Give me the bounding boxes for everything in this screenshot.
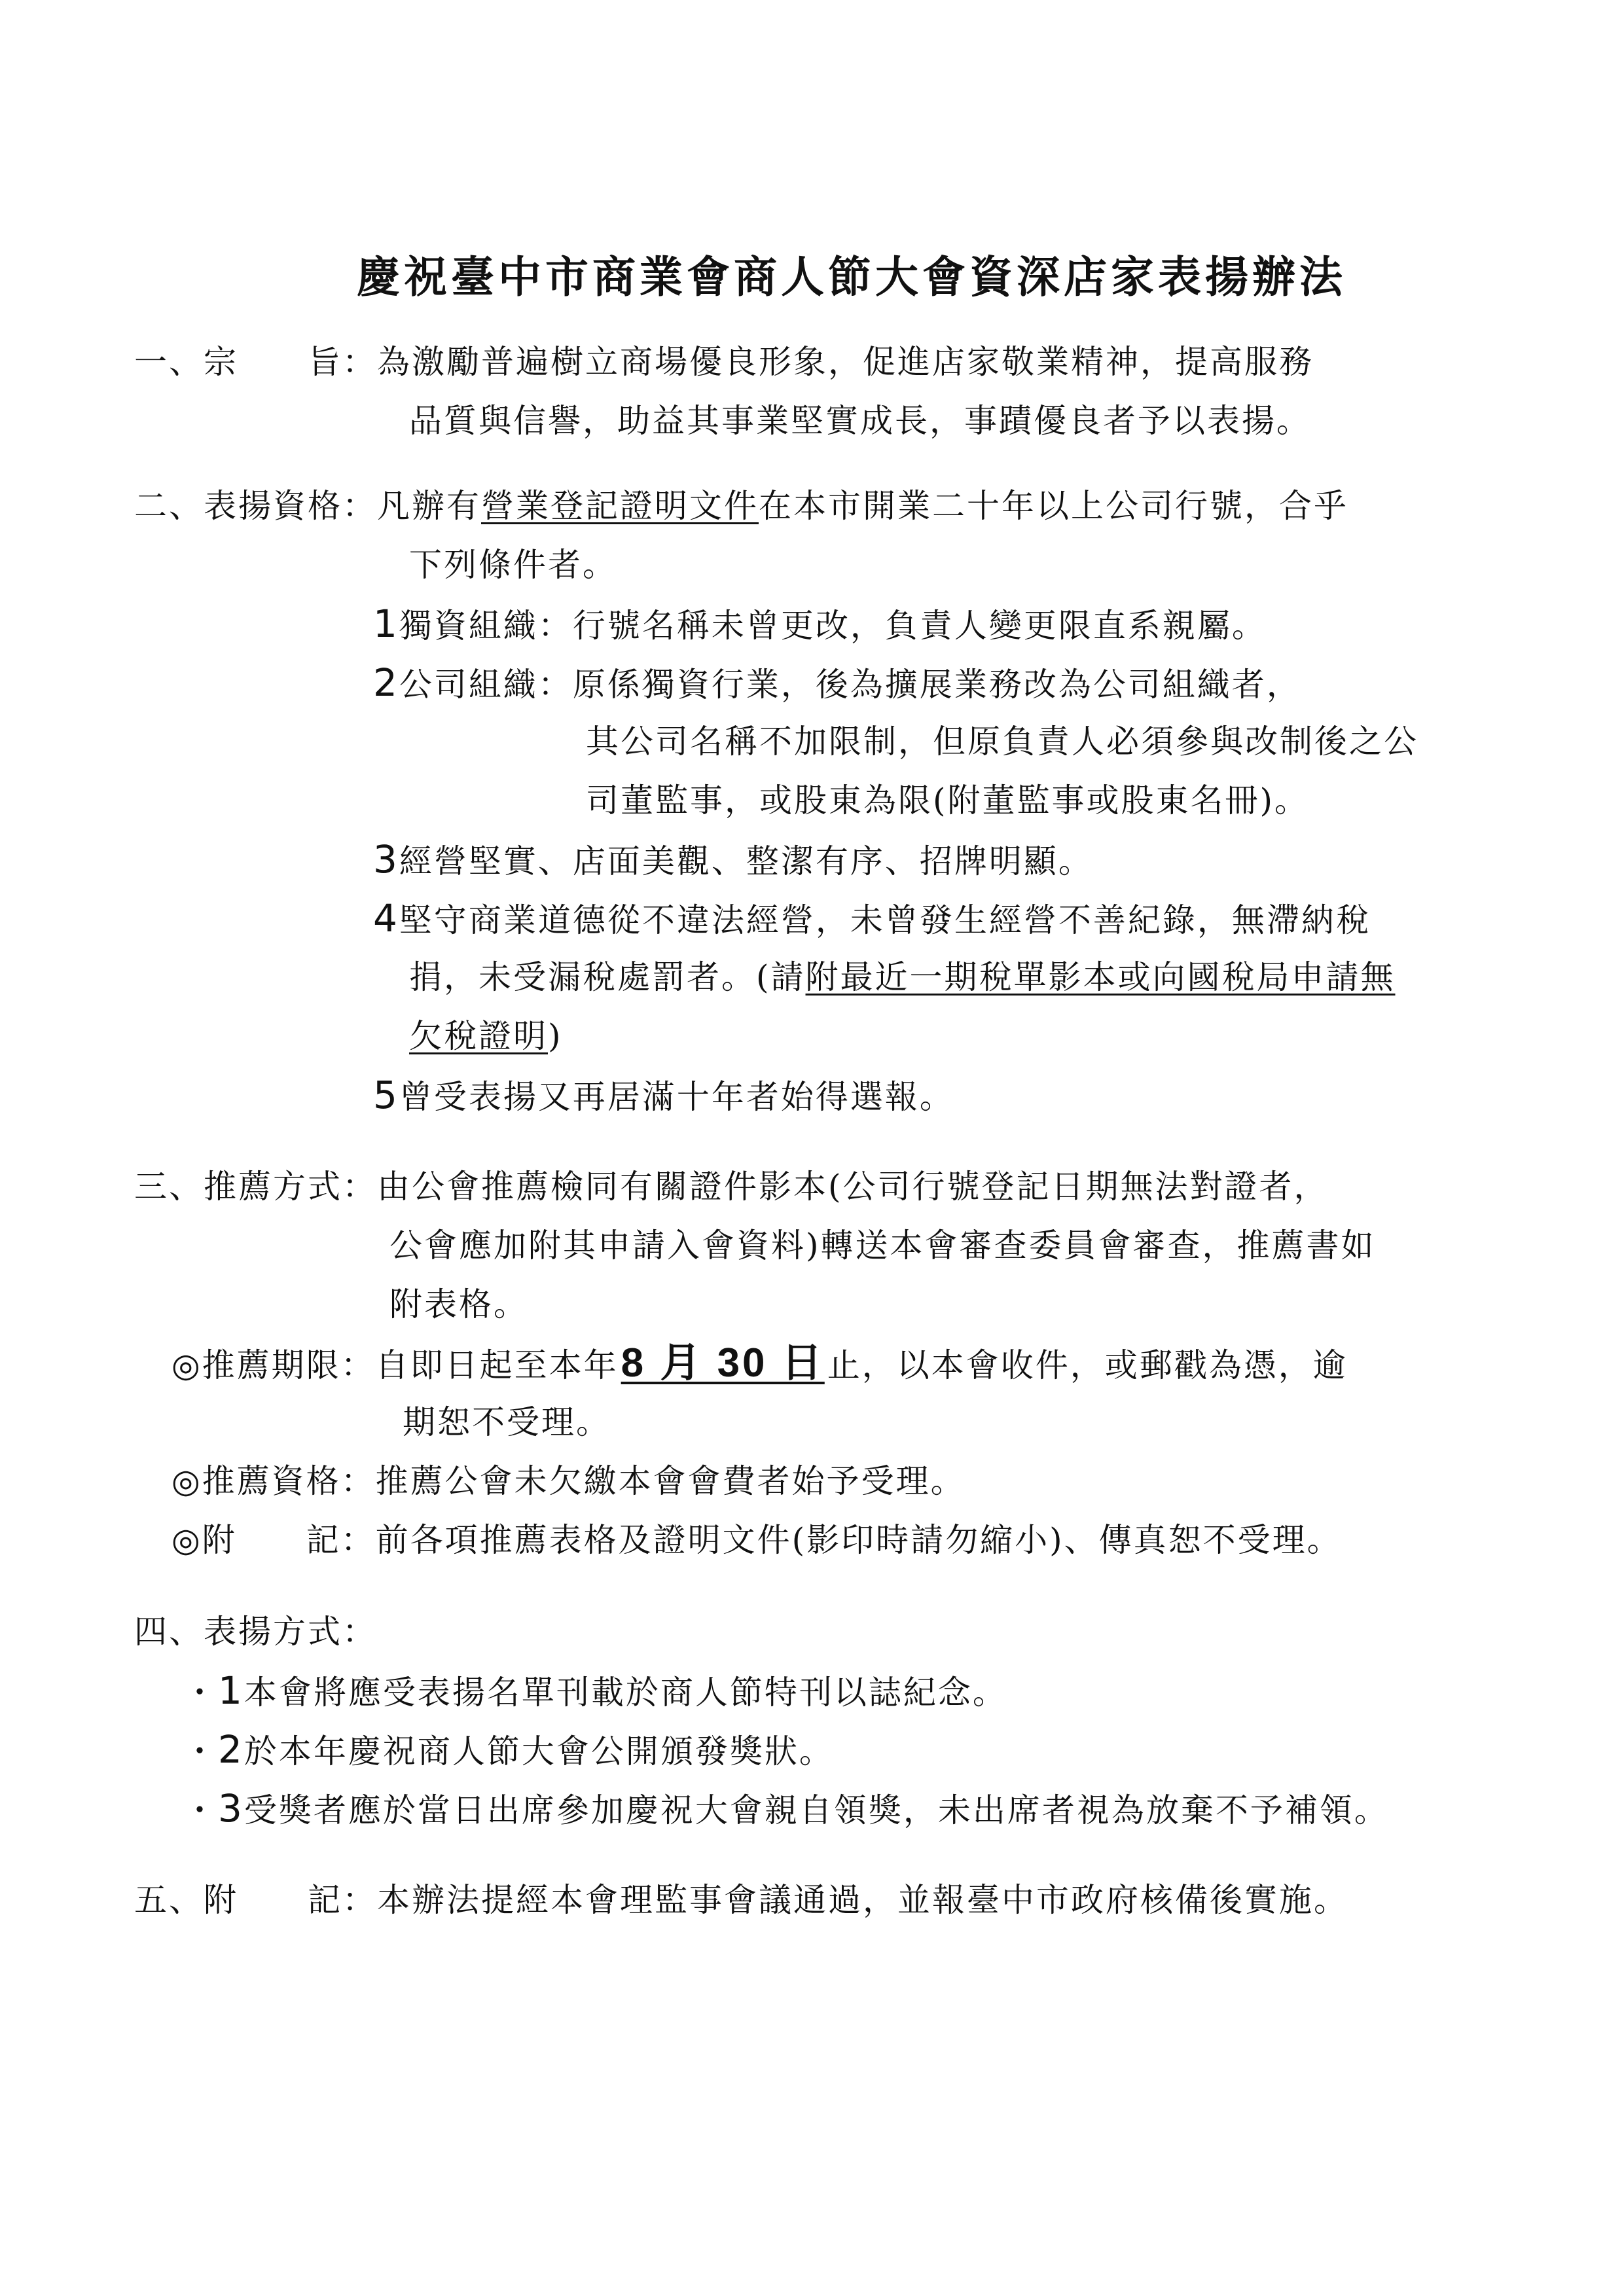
item-number: 1	[373, 601, 399, 646]
section-4-bullet-3	[183, 1785, 1389, 1833]
item-text: 捐，未受漏稅處罰者。(請	[409, 958, 806, 996]
item-number: 4	[373, 896, 399, 941]
section-2-item-2-cont-2: 司董監事，或股東為限(附董監事或股東名冊)。	[586, 781, 1310, 819]
item-text: 公司組織：原係獨資行業，後為擴展業務改為公司組織者，	[399, 666, 1301, 704]
deadline-text-post: 止，以本會收件，或郵戳為憑，逾	[827, 1346, 1348, 1384]
deadline-line	[171, 1340, 1348, 1388]
qualification-text: 推薦公會未欠繳本會會費者始予受理。	[375, 1462, 965, 1500]
section-5-line	[134, 1877, 1348, 1923]
bullet-number: 3	[218, 1786, 244, 1831]
item-number: 3	[373, 837, 399, 882]
deadline-cont: 期恕不受理。	[403, 1403, 611, 1441]
item-text: 曾受表揚又再居滿十年者始得選報。	[399, 1078, 954, 1116]
bullet-text: 本會將應受表揚名單刊載於商人節特刊以誌紀念。	[244, 1674, 1007, 1712]
section-2-label: 二、表揚資格：	[134, 487, 377, 525]
item-number: 5	[373, 1073, 399, 1117]
section-2-underlined-doc: 營業登記證明文件	[481, 487, 759, 525]
deadline-text-pre: 自即日起至本年	[375, 1346, 619, 1384]
bullet-text: 受獎者應於當日出席參加慶祝大會親自領獎，未出席者視為放棄不予補領。	[244, 1791, 1389, 1829]
section-1-line-1	[134, 339, 1314, 385]
section-4-label: 四、表揚方式：	[134, 1613, 377, 1651]
section-5-label: 五、附 記：	[134, 1881, 377, 1919]
deadline-label: ◎推薦期限：	[171, 1346, 376, 1384]
note-text: 前各項推薦表格及證明文件(影印時請勿縮小)、傳真恕不受理。	[375, 1521, 1342, 1559]
item-number: 2	[373, 660, 399, 705]
section-3-line-1	[134, 1164, 1329, 1210]
item-text: 堅守商業道德從不違法經營，未曾發生經營不善紀錄，無滯納稅	[399, 901, 1371, 939]
section-5-text: 本辦法提經本會理監事會議通過，並報臺中市政府核備後實施。	[377, 1881, 1348, 1919]
section-3-line-2: 公會應加附其申請入會資料)轉送本會審查委員會審查，推薦書如	[389, 1227, 1376, 1265]
bullet-number: 2	[218, 1727, 244, 1772]
section-2-line-2: 下列條件者。	[409, 546, 617, 584]
item-text: 獨資組織：行號名稱未曾更改，負責人變更限直系親屬。	[399, 607, 1267, 645]
section-2-item-3	[373, 836, 1093, 884]
section-2-item-4	[373, 895, 1371, 943]
qualification-label: ◎推薦資格：	[171, 1462, 376, 1500]
section-1-text-1: 為激勵普遍樹立商場優良形象，促進店家敬業精神，提高服務	[377, 343, 1314, 381]
section-2-item-2	[373, 660, 1301, 708]
bullet-mark: ・	[183, 1791, 218, 1829]
section-2-line-1	[134, 483, 1348, 529]
deadline-date: 8 月 30 日	[621, 1340, 825, 1386]
section-2-item-2-cont-1: 其公司名稱不加限制，但原負責人必須參與改制後之公	[586, 723, 1418, 761]
section-1-line-2: 品質與信譽，助益其事業堅實成長，事蹟優良者予以表揚。	[409, 402, 1311, 440]
bullet-mark: ・	[183, 1674, 218, 1712]
item-underlined-text: 附最近一期稅單影本或向國稅局申請無	[805, 958, 1396, 996]
page-title: 慶祝臺中市商業會商人節大會資深店家表揚辦法	[357, 251, 1346, 302]
bullet-number: 1	[218, 1668, 244, 1713]
section-3-text-1: 由公會推薦檢同有關證件影本(公司行號登記日期無法對證者，	[377, 1168, 1329, 1206]
section-2-text-post: 在本市開業二十年以上公司行號，合乎	[759, 487, 1348, 525]
section-1-label: 一、宗 旨：	[134, 343, 377, 381]
section-2-item-4-cont-1	[409, 954, 1396, 1000]
item-text: 經營堅實、店面美觀、整潔有序、招牌明顯。	[399, 842, 1093, 880]
section-2-item-4-cont-2	[409, 1013, 563, 1059]
bullet-mark: ・	[183, 1732, 218, 1770]
note-line	[171, 1517, 1342, 1563]
qualification-line	[171, 1458, 965, 1504]
section-3-label: 三、推薦方式：	[134, 1168, 377, 1206]
note-label: ◎附 記：	[171, 1521, 376, 1559]
section-4-bullet-1	[183, 1668, 1007, 1715]
item-text: )	[548, 1017, 563, 1055]
bullet-text: 於本年慶祝商人節大會公開頒發獎狀。	[244, 1732, 834, 1770]
section-2-item-5	[373, 1072, 954, 1120]
section-3-line-3: 附表格。	[389, 1285, 528, 1323]
section-4-bullet-2	[183, 1727, 834, 1774]
item-underlined-text: 欠稅證明	[409, 1017, 548, 1055]
section-2-text-pre: 凡辦有	[377, 487, 481, 525]
section-2-item-1	[373, 601, 1267, 649]
